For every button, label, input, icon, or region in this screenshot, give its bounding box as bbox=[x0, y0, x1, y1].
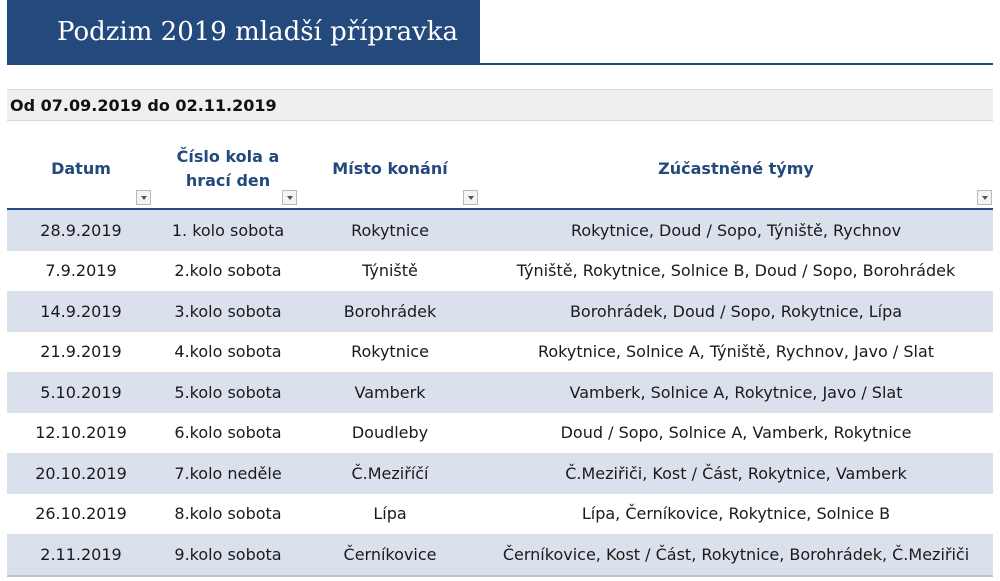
cell-tymy: Rokytnice, Solnice A, Týniště, Rychnov, Javo / Slat bbox=[537, 342, 935, 362]
cell-datum: 5.10.2019 bbox=[40, 382, 122, 402]
table-row bbox=[7, 494, 993, 535]
cell-kolo: 4.kolo sobota bbox=[174, 342, 282, 362]
schedule-table bbox=[7, 130, 993, 577]
title-underline bbox=[7, 63, 993, 65]
column-header-kolo-line2: hrací den bbox=[185, 171, 271, 190]
dropdown-arrow-icon bbox=[141, 196, 147, 200]
cell-tymy: Lípa, Černíkovice, Rokytnice, Solnice B bbox=[581, 504, 891, 524]
cell-datum: 2.11.2019 bbox=[40, 544, 122, 564]
table-row bbox=[7, 251, 993, 292]
table-row bbox=[7, 291, 993, 332]
cell-kolo: 2.kolo sobota bbox=[174, 261, 282, 281]
filter-button-kolo[interactable] bbox=[282, 190, 297, 205]
table-row bbox=[7, 453, 993, 494]
cell-misto: Černíkovice bbox=[343, 544, 437, 564]
cell-misto: Č.Meziříčí bbox=[351, 463, 429, 483]
column-header-kolo-label bbox=[177, 145, 280, 193]
filter-button-misto[interactable] bbox=[463, 190, 478, 205]
cell-datum: 20.10.2019 bbox=[35, 463, 127, 483]
cell-kolo: 8.kolo sobota bbox=[174, 504, 282, 524]
table-row bbox=[7, 210, 993, 251]
cell-misto: Borohrádek bbox=[343, 301, 437, 321]
cell-tymy: Týniště, Rokytnice, Solnice B, Doud / Sopo, Borohrádek bbox=[516, 261, 956, 281]
cell-misto: Vamberk bbox=[354, 382, 426, 402]
cell-kolo: 5.kolo sobota bbox=[174, 382, 282, 402]
table-row bbox=[7, 332, 993, 373]
dropdown-arrow-icon bbox=[982, 196, 988, 200]
page-title-banner bbox=[7, 0, 480, 64]
column-header-datum bbox=[7, 130, 155, 208]
filter-button-datum[interactable] bbox=[136, 190, 151, 205]
cell-kolo: 9.kolo sobota bbox=[174, 544, 282, 564]
cell-datum: 14.9.2019 bbox=[40, 301, 122, 321]
cell-kolo: 6.kolo sobota bbox=[174, 423, 282, 443]
cell-tymy: Černíkovice, Kost / Část, Rokytnice, Borohrádek, Č.Meziřiči bbox=[502, 544, 970, 564]
page-title: Podzim 2019 mladší přípravka bbox=[57, 17, 459, 47]
table-header bbox=[7, 130, 993, 210]
column-header-tymy-label: Zúčastněné týmy bbox=[658, 159, 814, 178]
cell-datum: 28.9.2019 bbox=[40, 220, 122, 240]
column-header-kolo-line1: Číslo kola a bbox=[176, 147, 280, 166]
column-header-misto-label: Místo konání bbox=[332, 159, 448, 178]
cell-datum: 7.9.2019 bbox=[45, 261, 117, 281]
filter-button-tymy[interactable] bbox=[977, 190, 992, 205]
column-header-misto bbox=[301, 130, 479, 208]
cell-tymy: Rokytnice, Doud / Sopo, Týniště, Rychnov bbox=[570, 220, 902, 240]
date-range-text: Od 07.09.2019 do 02.11.2019 bbox=[10, 95, 277, 115]
cell-kolo: 7.kolo neděle bbox=[174, 463, 282, 483]
cell-misto: Rokytnice bbox=[351, 220, 429, 240]
cell-tymy: Borohrádek, Doud / Sopo, Rokytnice, Lípa bbox=[569, 301, 903, 321]
cell-tymy: Č.Meziřiči, Kost / Část, Rokytnice, Vamberk bbox=[565, 463, 907, 483]
cell-tymy: Doud / Sopo, Solnice A, Vamberk, Rokytnice bbox=[560, 423, 912, 443]
cell-misto: Lípa bbox=[373, 504, 407, 524]
cell-misto: Rokytnice bbox=[351, 342, 429, 362]
cell-kolo: 3.kolo sobota bbox=[174, 301, 282, 321]
date-range-bar bbox=[7, 89, 993, 121]
column-header-kolo bbox=[155, 130, 301, 208]
cell-kolo: 1. kolo sobota bbox=[171, 220, 285, 240]
cell-datum: 21.9.2019 bbox=[40, 342, 122, 362]
dropdown-arrow-icon bbox=[287, 196, 293, 200]
column-header-datum-label: Datum bbox=[51, 159, 111, 178]
table-row bbox=[7, 372, 993, 413]
cell-tymy: Vamberk, Solnice A, Rokytnice, Javo / Slat bbox=[569, 382, 903, 402]
dropdown-arrow-icon bbox=[468, 196, 474, 200]
cell-misto: Týniště bbox=[362, 261, 418, 281]
table-body bbox=[7, 210, 993, 577]
cell-datum: 26.10.2019 bbox=[35, 504, 127, 524]
column-header-tymy bbox=[479, 130, 993, 208]
cell-misto: Doudleby bbox=[351, 423, 429, 443]
table-row bbox=[7, 534, 993, 577]
cell-datum: 12.10.2019 bbox=[35, 423, 127, 443]
table-row bbox=[7, 413, 993, 454]
